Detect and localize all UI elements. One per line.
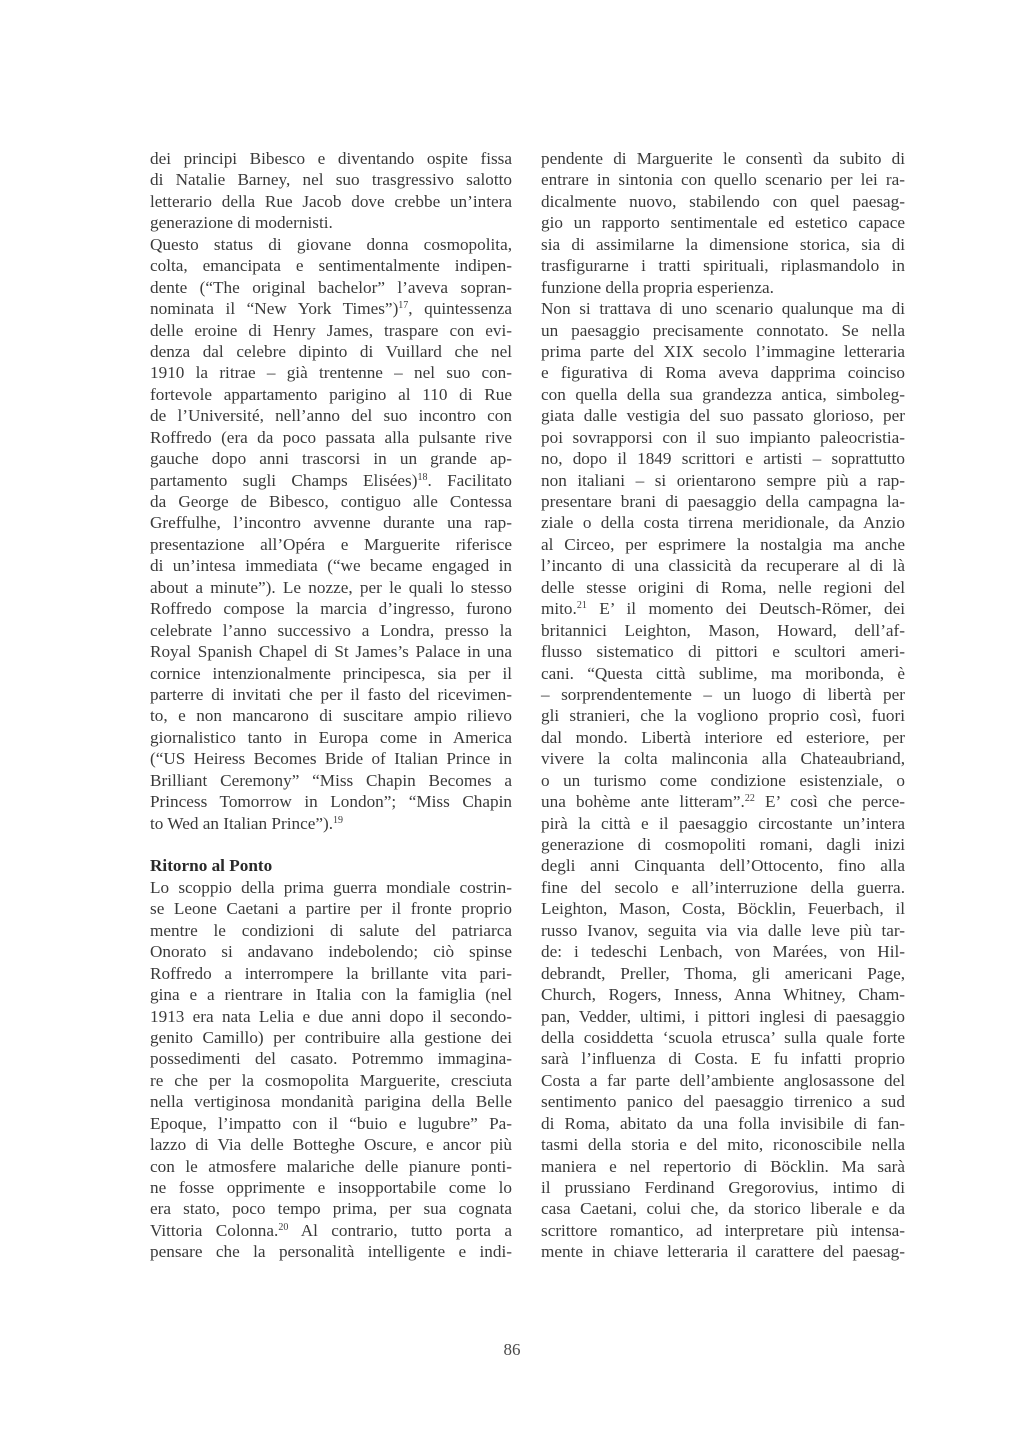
text-line: Roffredo (era da poco passata alla pulsante rive <box>150 427 512 447</box>
text-line: casa Caetani, colui che, da storico liberale e da <box>541 1199 905 1219</box>
text-line: Epoque, l’impatto con il “buio e lugubre” Pa- <box>150 1113 512 1133</box>
footnote-ref-22[interactable]: 22 <box>744 793 755 805</box>
text-line: giornalistico tanto in Europa come in America <box>150 727 512 747</box>
text-line: funzione della propria esperienza. <box>541 277 774 297</box>
text-line: Non si trattava di uno scenario qualunque ma di <box>541 299 905 319</box>
text-line: lazzo di Via delle Botteghe Oscure, e ancor più <box>150 1135 512 1155</box>
text-line: tasmi della storia e del mito, riconoscibile nella <box>541 1135 905 1155</box>
text-line: 1910 la ritrae – già trentenne – nel suo con- <box>150 363 512 383</box>
text-line: dicalmente nuovo, stabilendo con quel paesag- <box>541 191 905 211</box>
text-line: entrare in sintonia con quello scenario per lei ra- <box>541 170 905 190</box>
text-line: e figurativa di Roma aveva dapprima coinciso <box>541 363 905 383</box>
text-line: un paesaggio precisamente connotato. Se nella <box>541 320 905 340</box>
text-line: Lo scoppio della prima guerra mondiale costrin- <box>150 877 512 897</box>
text-line: prima parte del XIX secolo l’immagine letteraria <box>541 341 905 361</box>
text-line: presentazione all’Opéra e Marguerite riferisce <box>150 534 512 554</box>
text-line: Royal Spanish Chapel di St James’s Palace in una <box>150 642 512 662</box>
text-line: ziale o della costa tirrena meridionale, da Anzio <box>541 513 905 533</box>
footnote-ref-20[interactable]: 20 <box>278 1221 289 1233</box>
text-line: gio un rapporto sentimentale ed estetico capace <box>541 213 905 233</box>
text-line: – sorprendentemente – un luogo di libertà per <box>541 684 905 704</box>
text-segment: E’ così che perce- <box>754 792 905 812</box>
text-line: mentre le condizioni di salute del patriarca <box>150 920 512 940</box>
text-line: era stato, poco tempo prima, per sua cognata <box>150 1199 512 1219</box>
text-line: di Roma, abitato da una folla invisibile di fan- <box>541 1113 905 1133</box>
text-segment: Vittoria Colonna. <box>150 1220 279 1240</box>
text-line: al Circeo, per esprimere la nostalgia ma anche <box>541 534 905 554</box>
text-line: genito Camillo) per contribuire alla gestione dei <box>150 1027 512 1047</box>
text-line: sentimento panico del paesaggio tirrenico a sud <box>541 1092 905 1112</box>
text-line: Princess Tomorrow in London”; “Miss Chapin <box>150 792 512 812</box>
text-segment: , quintessenza <box>408 299 512 319</box>
text-line: trasfigurarne i tratti spirituali, riplasmandolo in <box>541 256 905 276</box>
text-line: di Natalie Barney, nel suo trasgressivo salotto <box>150 170 512 190</box>
text-segment: E’ il momento dei Deutsch-Römer, dei <box>586 599 905 619</box>
text-line: nella vertiginosa mondanità parigina della Belle <box>150 1092 512 1112</box>
text-line: scrittore romantico, ad interpretare più intensa- <box>541 1220 905 1240</box>
text-line: re che per la cosmopolita Marguerite, cresciuta <box>150 1070 512 1090</box>
text-line: generazione di modernisti. <box>150 213 333 233</box>
text-line: gina e a rientrare in Italia con la famiglia (nel <box>150 985 512 1005</box>
text-line: celebrate l’anno successivo a Londra, presso la <box>150 620 512 640</box>
footnote-ref-21[interactable]: 21 <box>576 600 587 612</box>
text-line: fine del secolo e all’interruzione della guerra. <box>541 877 905 897</box>
text-segment: mito. <box>541 599 577 619</box>
text-line: delle stesse origini di Roma, nelle regioni del <box>541 577 905 597</box>
text-line-with-footnote <box>150 1220 512 1241</box>
text-line: Leighton, Mason, Costa, Böcklin, Feuerbach, il <box>541 899 905 919</box>
footnote-ref-17[interactable]: 17 <box>398 300 409 312</box>
text-line: letterario della Rue Jacob dove crebbe un’intera <box>150 191 512 211</box>
text-line: gli stranieri, che la vogliono proprio così, fuori <box>541 706 905 726</box>
text-line: mente in chiave letteraria il carattere del paesag- <box>541 1242 905 1262</box>
text-segment: . Facilitato <box>427 470 513 490</box>
text-line: o un turismo come condizione esistenziale, o <box>541 770 905 790</box>
text-line: de: i tedeschi Lenbach, von Marées, von Hil- <box>541 942 905 962</box>
text-line: gauche dopo anni trascorsi in un grande ap- <box>150 449 512 469</box>
text-line-with-footnote <box>541 598 905 619</box>
section-heading: Ritorno al Ponto <box>150 856 273 876</box>
left-column <box>150 148 512 1263</box>
text-line: Questo status di giovane donna cosmopolita, <box>150 234 512 254</box>
text-line: Costa a far parte dell’ambiente anglosassone del <box>541 1070 905 1090</box>
text-line: cani. “Questa città sublime, ma moribonda, è <box>541 663 905 683</box>
text-line: (“US Heiress Becomes Bride of Italian Prince in <box>150 749 512 769</box>
text-line: russo Ivanov, seguita via via dalle leve più tar- <box>541 920 905 940</box>
text-line: about a minute”). Le nozze, per le quali lo stesso <box>150 577 512 597</box>
footnote-ref-19[interactable]: 19 <box>333 814 343 826</box>
text-line: Roffredo a interrompere la brillante vita pari- <box>150 963 512 983</box>
page-number: 86 <box>503 1340 521 1359</box>
text-line: giata dalle vestigia del suo passato glorioso, per <box>541 406 905 426</box>
text-line: l’incanto di una classicità da recuperare al di là <box>541 556 905 576</box>
text-line: parterre di invitati che per il fasto del ricevimen- <box>150 684 512 704</box>
text-line: sarà l’influenza di Costa. E fu infatti proprio <box>541 1049 905 1069</box>
text-line: generazione di cosmopoliti romani, dagli inizi <box>541 835 905 854</box>
text-line: Brilliant Ceremony” “Miss Chapin Becomes a <box>150 770 512 790</box>
text-line: flusso sistematico di pittori e scultori ameri- <box>541 642 905 662</box>
text-line: con le atmosfere malariche delle pianure ponti- <box>150 1156 512 1176</box>
text-line: britannici Leighton, Mason, Howard, dell’af- <box>541 620 905 640</box>
text-line: con quella della sua grandezza antica, simboleg- <box>541 384 905 404</box>
text-line: della cosiddetta ‘scuola etrusca’ sulla quale forte <box>541 1027 905 1047</box>
text-line: maniera e nel repertorio di Böcklin. Ma sarà <box>541 1156 905 1176</box>
text-line: 1913 era nata Lelia e due anni dopo il secondo- <box>150 1006 512 1026</box>
text-segment: una bohème ante litteram”. <box>541 792 745 812</box>
text-segment: to Wed an Italian Prince”). <box>150 813 333 833</box>
text-line: dei principi Bibesco e diventando ospite fissa <box>150 149 512 168</box>
text-line: il prussiano Ferdinand Gregorovius, intimo di <box>541 1178 905 1197</box>
text-line: di un’intesa immediata (“we became engaged in <box>150 556 512 576</box>
text-line: no, dopo il 1849 scrittori e artisti – soprattutto <box>541 449 905 469</box>
text-line: debrandt, Preller, Thoma, gli americani Page, <box>541 963 905 983</box>
text-line: pensare che la personalità intelligente e indi- <box>150 1242 512 1262</box>
text-line: presentare brani di paesaggio della campagna la- <box>541 492 905 511</box>
text-line: degli anni Cinquanta dell’Ottocento, fino alla <box>541 856 905 876</box>
text-segment: Al contrario, tutto porta a <box>288 1220 513 1240</box>
text-line: dal mondo. Libertà interiore ed esteriore, per <box>541 727 905 747</box>
text-segment: partamento sugli Champs Elisées) <box>150 470 418 490</box>
text-line: Onorato si andavano indebolendo; ciò spinse <box>150 942 512 962</box>
text-line: Roffredo compose la marcia d’ingresso, furono <box>150 599 512 619</box>
text-line-with-footnote <box>150 470 512 491</box>
text-line: cornice intenzionalmente principesca, sia per il <box>150 663 512 683</box>
text-line: pirà la città e il paesaggio circostante un’intera <box>541 813 905 833</box>
text-line: colta, emancipata e sentimentalmente indipen- <box>150 256 512 276</box>
text-line: fortevole appartamento parigino al 110 di Rue <box>150 384 512 404</box>
paragraph-gap <box>150 834 512 855</box>
text-line: pan, Vedder, ultimi, i pittori inglesi di paesaggio <box>541 1006 905 1026</box>
footnote-ref-18[interactable]: 18 <box>417 471 428 483</box>
text-line: de l’Université, nell’anno del suo incontro con <box>150 406 512 426</box>
right-column <box>541 148 905 1263</box>
text-line: delle eroine di Henry James, traspare con evi- <box>150 320 512 340</box>
text-line: poi sovrapporsi con il suo impianto paleocristia- <box>541 427 905 447</box>
text-line: non italiani – si orientarono sempre più a rap- <box>541 470 905 490</box>
text-line: possedimenti del casato. Potremmo immagina- <box>150 1049 512 1069</box>
text-line-with-footnote <box>150 813 512 834</box>
text-segment: nominata il “New York Times”) <box>150 299 399 319</box>
text-line: ne fosse opprimente e insopportabile come lo <box>150 1178 512 1197</box>
text-line: sia di assimilarne la dimensione storica, sia di <box>541 234 905 254</box>
text-line: Greffulhe, l’incontro avvenne durante una rap- <box>150 513 512 533</box>
text-line: to, e non mancarono di suscitare ampio rilievo <box>150 706 512 726</box>
text-line: Church, Rogers, Inness, Anna Whitney, Cham- <box>541 985 905 1005</box>
text-line-with-footnote <box>150 298 512 319</box>
text-line-with-footnote <box>541 791 905 812</box>
text-line: pendente di Marguerite le consentì da subito di <box>541 149 905 168</box>
text-line: vivere la colta malinconia alla Chateaubriand, <box>541 749 905 769</box>
text-line: denza dal celebre dipinto di Vuillard che nel <box>150 341 512 361</box>
text-line: se Leone Caetani a partire per il fronte proprio <box>150 899 512 919</box>
text-line: dente (“The original bachelor” l’aveva sopran- <box>150 277 512 297</box>
text-line: da George de Bibesco, contiguo alle Contessa <box>150 492 512 511</box>
